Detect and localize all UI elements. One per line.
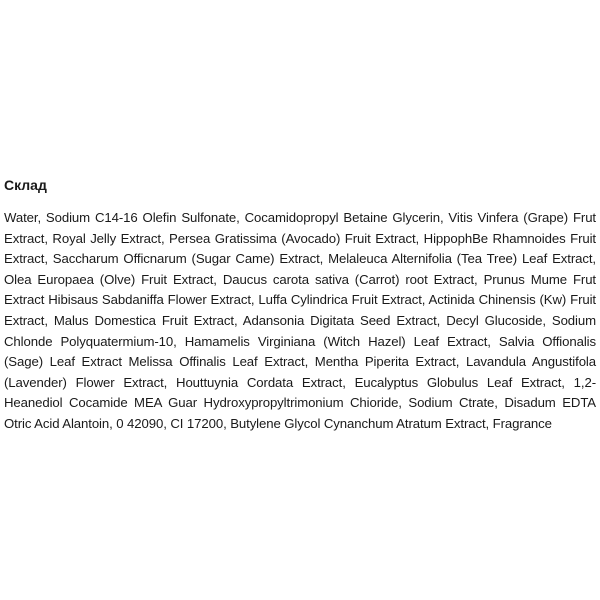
ingredients-section — [4, 176, 596, 435]
section-title: Склад — [4, 177, 47, 193]
ingredients-text: Water, Sodium C14-16 Olefin Sulfonate, Cocamidopropyl Betaine Glycerin, Vitis Vinfera (Grape) Frut Extract, Royal Jelly Extract, Persea Gratissima (Avocado) Fruit Extract, HippophBe Rhamnoides Fruit Extract, Saccharum Officnarum (Sugar Came) Extract, Melaleuca Alternifolia (Tea Tree) Leaf Extract, Olea Europaea (Olve) Fruit Extract, Daucus carota sativa (Carrot) root Extract, Prunus Mume Frut Extract Hibisaus Sabdaniffa Flower Extract, Luffa Cylindrica Fruit Extract, Actinida Chinensis (Kw) Fruit Extract, Malus Domestica Fruit Extract, Adansonia Digitata Seed Extract, Decyl Glucoside, Sodium Chlonde Polyquatermium-10, Hamamelis Virginiana (Witch Hazel) Leaf Extract, Salvia Offionalis (Sage) Leaf Extract Melissa Offinalis Leaf Extract, Mentha Piperita Extract, Lavandula Angustifola (Lavender) Flower Extract, Houttuynia Cordata Extract, Eucalyptus Globulus Leaf Extract, 1,2-Heanediol Cocamide MEA Guar Hydroxypropyltrimonium Chioride, Sodium Ctrate, Disadum EDTA Otric Acid Alantoin, 0 42090, CI 17200, Butylene Glycol Cynanchum Atratum Extract, Fragrance — [4, 210, 596, 431]
